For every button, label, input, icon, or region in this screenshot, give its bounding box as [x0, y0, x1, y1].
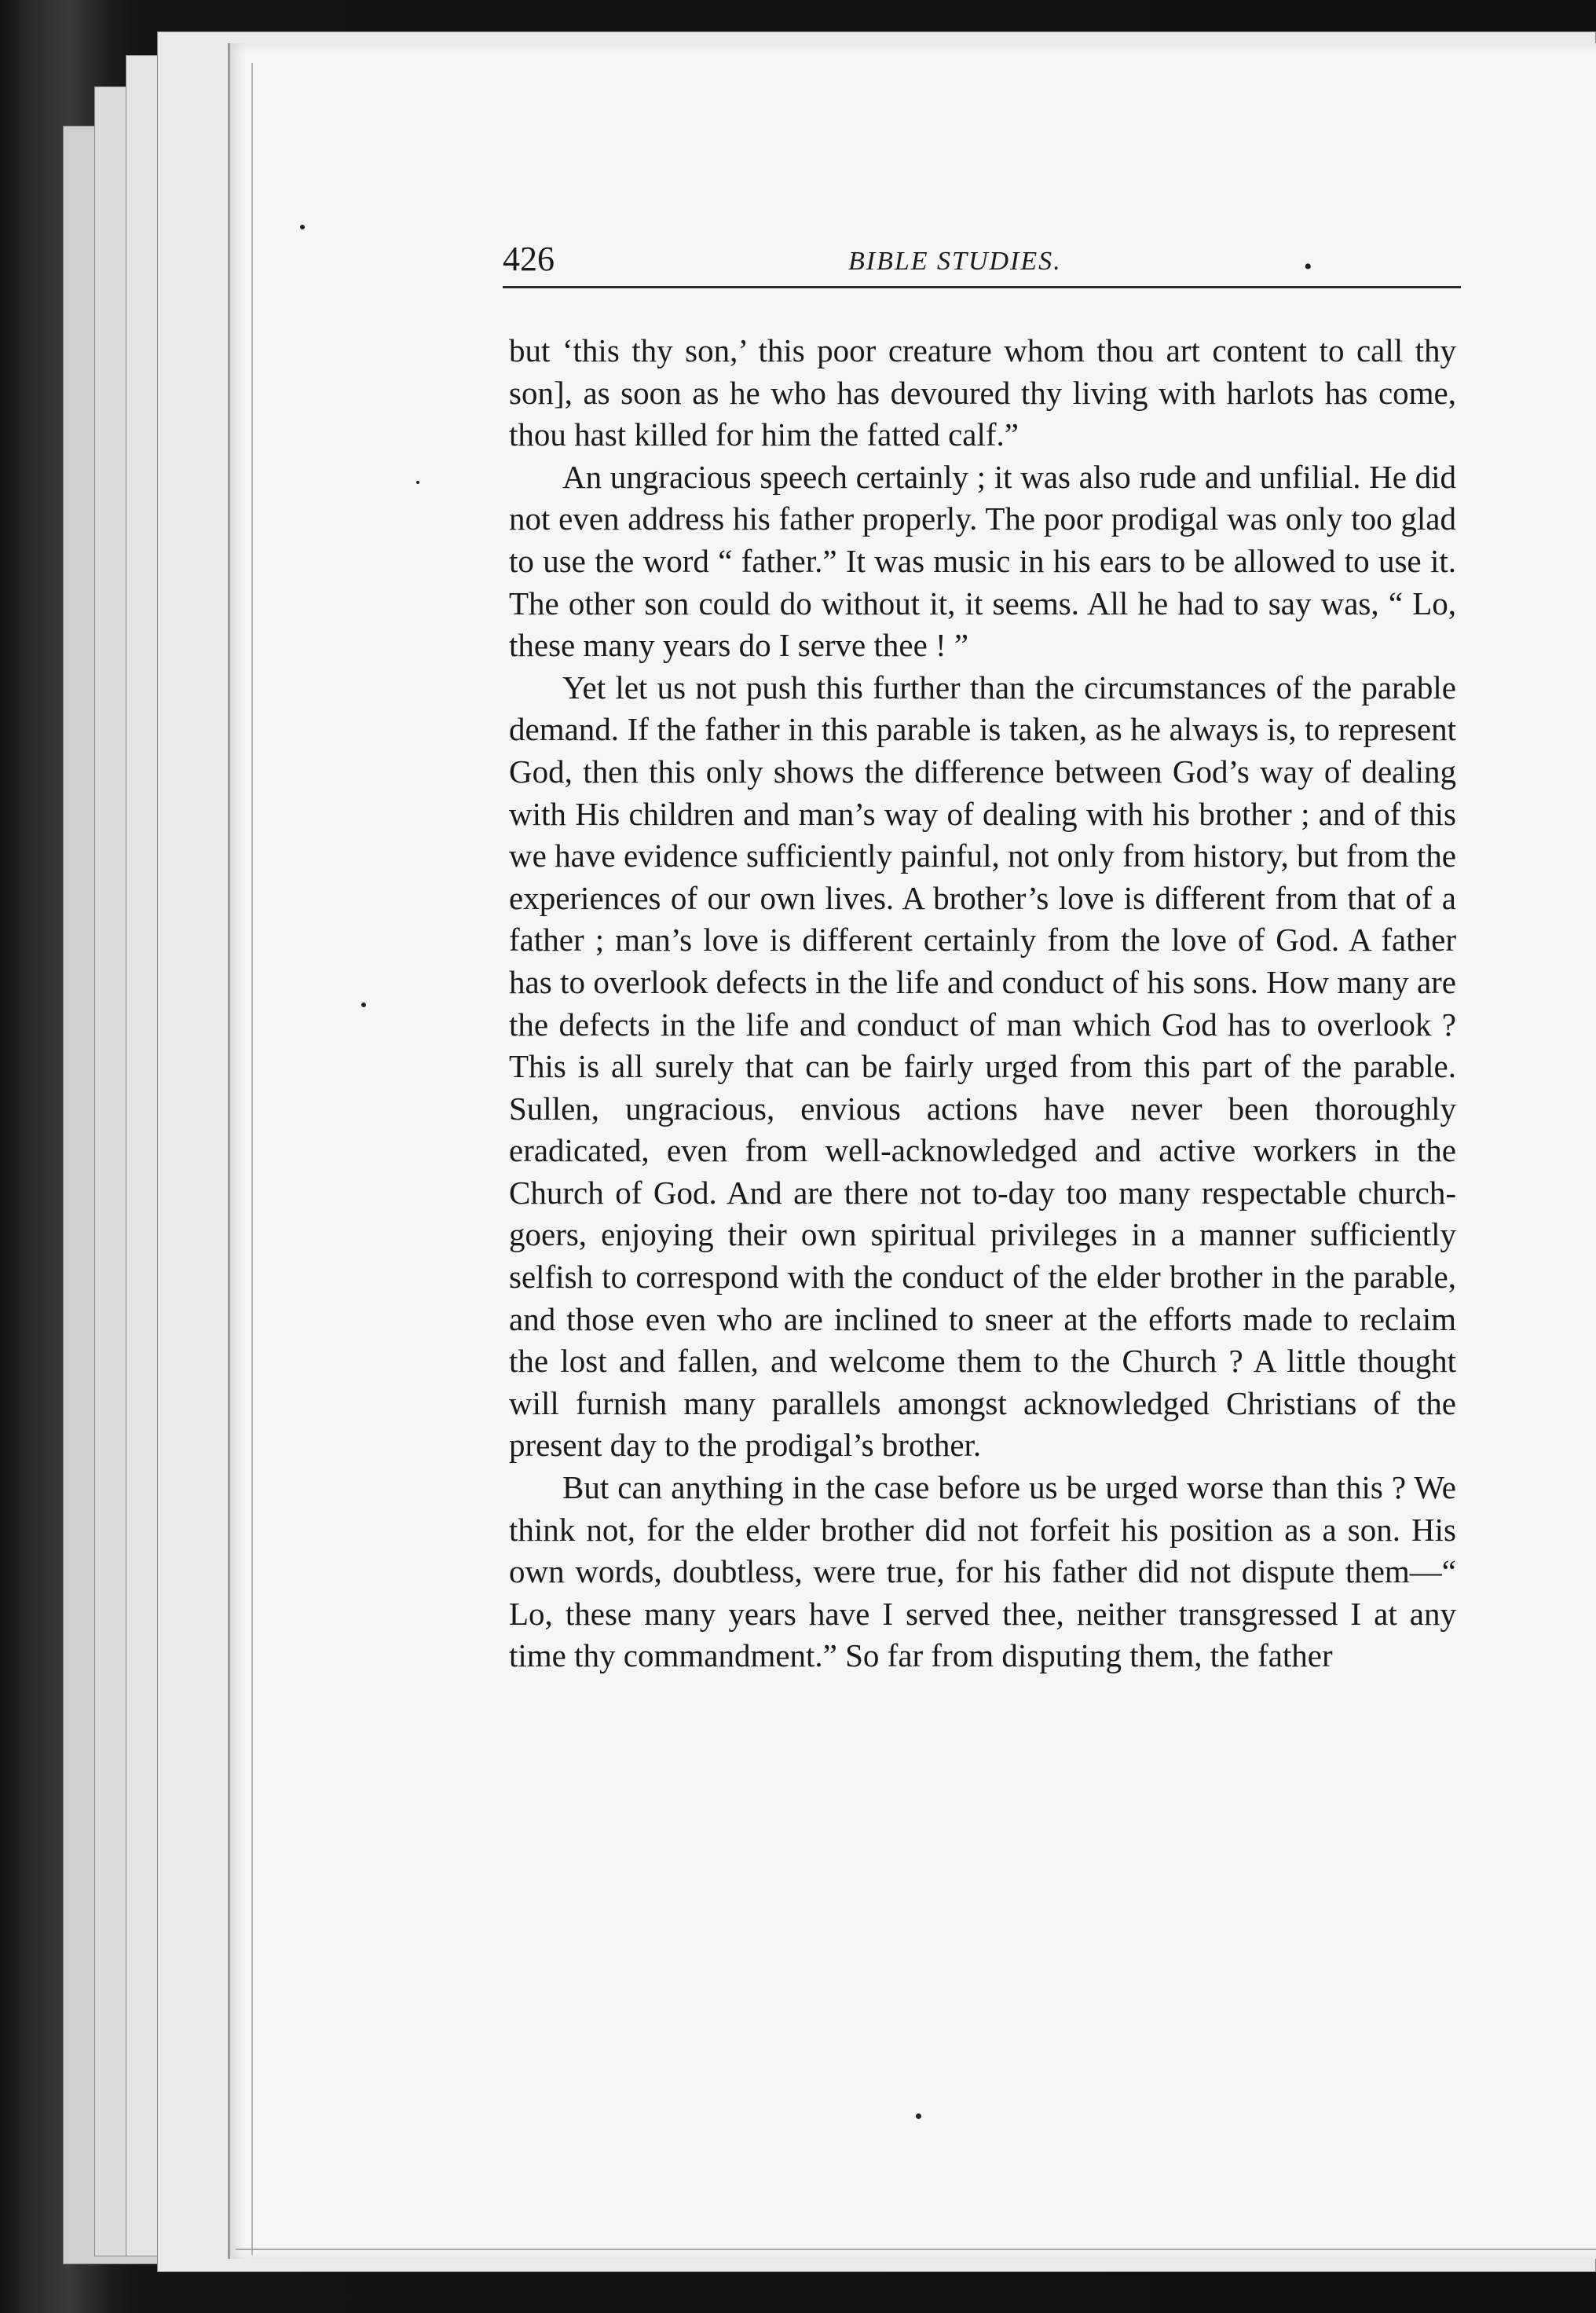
page-bottom-edge	[236, 2249, 1596, 2250]
page-number: 426	[503, 240, 555, 278]
paragraph-2: An ungracious speech certainly ; it was also rude and unfilial. He did not even address his father properly. The poor prodigal was only too glad to use the word “ father.” It was music in his ears to be allowed to use it. The other son could do without it, it seems. All he had to say was, “ Lo, these many years do I serve thee ! ”	[509, 458, 1456, 664]
running-title: BIBLE STUDIES.	[848, 247, 1062, 276]
paragraph-1: but ‘this thy son,’ this poor creature whom thou art content to call thy son], as soon as he who has devoured thy living with harlots has come, thou hast killed for him the fatted calf.”	[509, 332, 1456, 453]
paragraph-4: But can anything in the case before us be urged worse than this ? We think not, for the elder brother did not forfeit his position as a son. His own words, doubtless, were true, for his father did not dispute them—“ Lo, these many years have I served thee, neither transgressed I at any time thy commandment.” So far from disputing them, the father	[509, 1469, 1456, 1674]
scan-speck	[916, 2113, 921, 2119]
scan-speck	[416, 481, 419, 484]
paragraph-3: Yet let us not push this further than the circumstances of the parable demand. If the father in this parable is taken, as he always is, to represent God, then this only shows the difference between God’s way of dealing with His children and man’s way of dealing with his brother ; and of this we have evidence sufficiently painful, not only from history, but from the experiences of our own lives. A brother’s love is different from that of a father ; man’s love is different certainly from the love of God. A father has to overlook defects in the life and conduct of his sons. How many are the defects in the life and conduct of man which God has to overlook ? This is all surely that can be fairly urged from this part of the parable. Sullen, ungracious, envious actions have never been thoroughly eradicated, even from well-acknowledged and active workers in the Church of God. And are there not to-day too many respectable church-goers, enjoying their own spiritual privileges in a manner sufficiently selfish to correspond with the conduct of the elder brother in the parable, and those even who are inclined to sneer at the efforts made to reclaim the lost and fallen, and welcome them to the Church ? A little thought will furnish many parallels amongst acknowledged Christians of the present day to the prodigal’s brother.	[509, 669, 1456, 1464]
body-text	[509, 330, 1456, 1677]
header-ornament: •	[1304, 254, 1312, 280]
running-header	[503, 236, 1461, 291]
scan-speck	[361, 1003, 366, 1007]
header-rule	[503, 286, 1461, 288]
page-gutter-line	[251, 63, 253, 2255]
scan-speck	[300, 225, 305, 229]
